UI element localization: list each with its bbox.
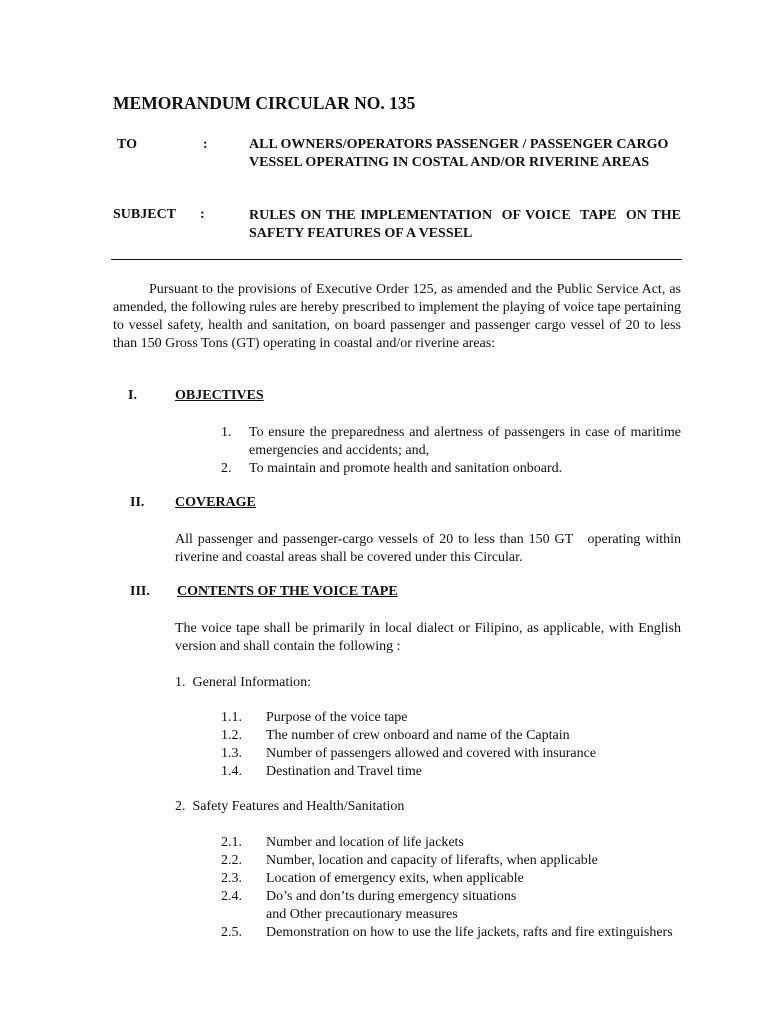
section-1-heading: OBJECTIVES [175, 388, 264, 403]
subject-value: RULES ON THE IMPLEMENTATION OF VOICE TAPE ON THE SAFETY FEATURES OF A VESSEL [249, 208, 695, 241]
list-item: 2.2. Number, location and capacity of liferafts, when applicable [221, 853, 598, 868]
coverage-paragraph: All passenger and passenger-cargo vessels of 20 to less than 150 GT operating within riverine and coastal areas shall be covered under this Circular. [175, 532, 685, 565]
section-2-heading: COVERAGE [175, 495, 256, 510]
objectives-list [221, 424, 681, 478]
list-item: 1.3. Number of passengers allowed and covered with insurance [221, 746, 597, 761]
section-1-numeral: I. [128, 388, 137, 403]
list-item: 1.1. Purpose of the voice tape [221, 710, 408, 725]
general-info-label: 1. General Information: [175, 675, 312, 690]
to-label: TO [117, 137, 137, 152]
list-item: 2. To maintain and promote health and sanitation onboard. [221, 461, 563, 476]
document-title: MEMORANDUM CIRCULAR NO. 135 [113, 93, 416, 113]
list-item: 1.2. The number of crew onboard and name of the Captain [221, 728, 570, 743]
safety-features-list [221, 834, 681, 942]
subject-colon: : [200, 207, 205, 222]
to-colon: : [203, 137, 208, 152]
list-item: 2.5. Demonstration on how to use the life jackets, rafts and fire extinguishers [221, 925, 673, 940]
intro-paragraph: Pursuant to the provisions of Executive Order 125, as amended and the Public Service Act, as amended, the following rules are hereby prescribed to implement the playing of voice tape pertaining to vessel safety, health and sanitation, on board passenger and passenger cargo vessel of 20 to less than 150 Gross Tons (GT) operating in coastal and/or riverine areas: [113, 282, 681, 351]
list-item: 2.1. Number and location of life jackets [221, 835, 464, 850]
contents-paragraph: The voice tape shall be primarily in local dialect or Filipino, as applicable, with English version and shall contain the following : [175, 621, 681, 654]
header-divider [111, 259, 682, 260]
safety-features-label: 2. Safety Features and Health/Sanitation [175, 799, 405, 814]
general-info-list [221, 709, 681, 781]
subject-label: SUBJECT [113, 207, 177, 222]
section-3-numeral: III. [130, 584, 150, 599]
section-2-numeral: II. [130, 495, 145, 510]
list-item: 2.3. Location of emergency exits, when applicable [221, 871, 524, 886]
section-3-heading: CONTENTS OF THE VOICE TAPE [177, 584, 398, 599]
list-item: 2.4. Do’s and don’ts during emergency situations and Other precautionary measures [221, 889, 517, 922]
list-item: 1. To ensure the preparedness and alertness of passengers in case of maritime emergencies and accidents; and, [221, 425, 681, 458]
to-value: ALL OWNERS/OPERATORS PASSENGER / PASSENGER CARGO VESSEL OPERATING IN COSTAL AND/OR RIVERINE AREAS [249, 137, 669, 170]
list-item: 1.4. Destination and Travel time [221, 764, 422, 779]
